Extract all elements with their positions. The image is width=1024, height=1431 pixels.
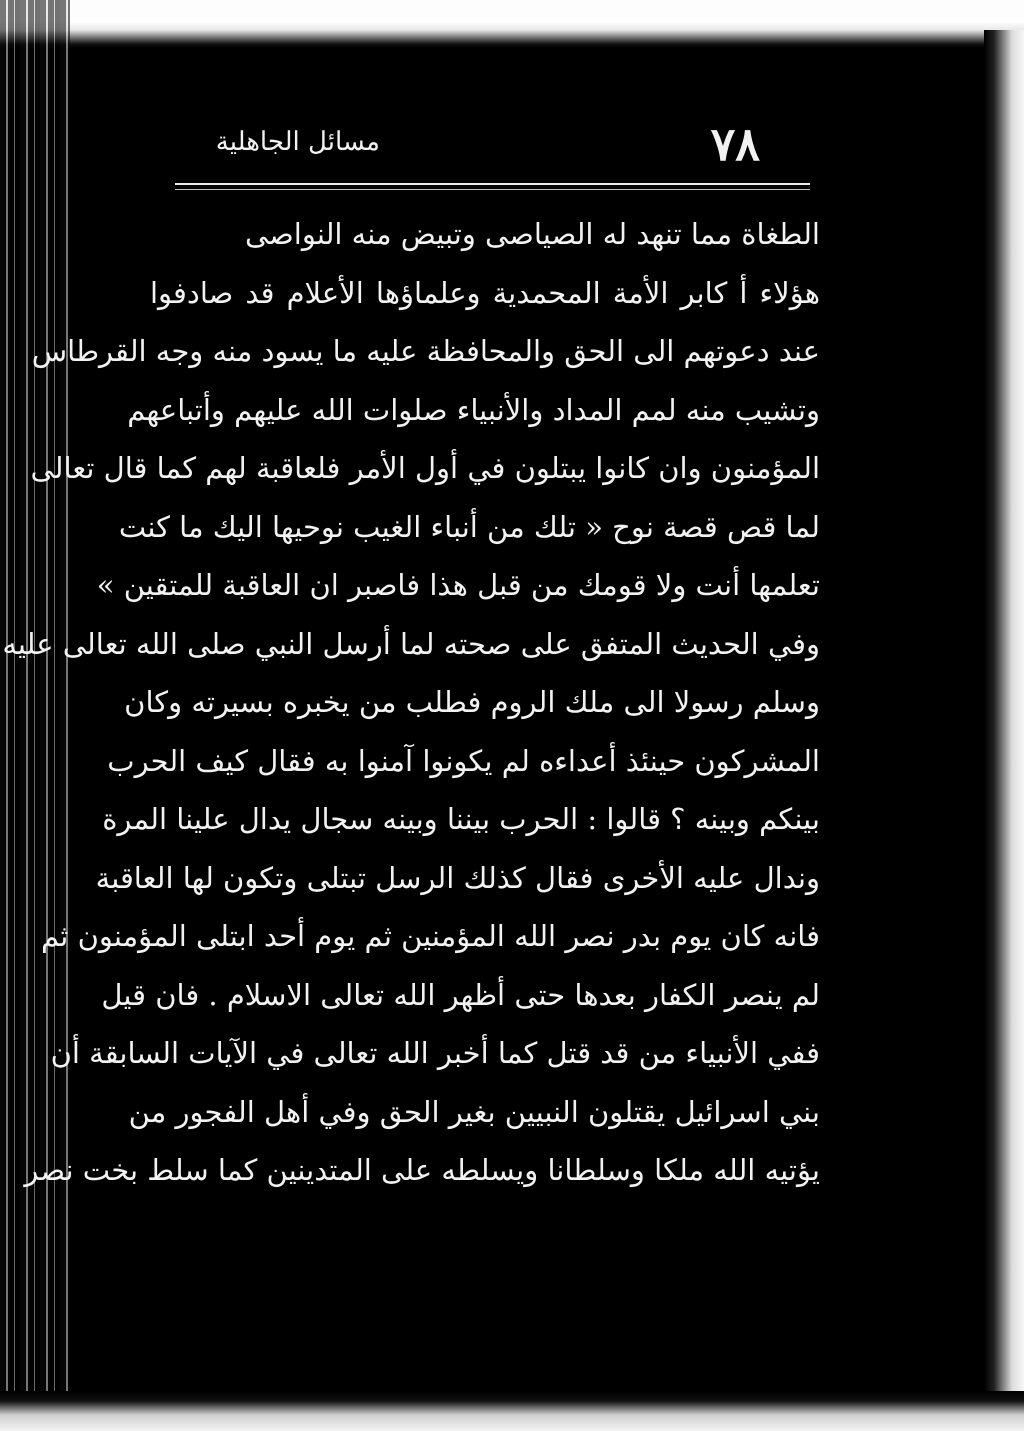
text-line: وفي الحديث المتفق على صحته لما أرسل النبي صلى الله تعالى عليه: [2, 626, 820, 661]
text-line: هؤلاء أ كابر الأمة المحمدية وعلماؤها الأعلام قد صادفوا: [150, 275, 820, 310]
scan-top-border: [0, 0, 1024, 48]
text-line: المشركون حينئذ أعداءه لم يكونوا آمنوا به فقال كيف الحرب: [107, 743, 820, 778]
text-line: يؤتيه الله ملكا وسلطانا ويسلطه على المتدينين كما سلط بخت نصر: [24, 1153, 820, 1187]
body-text: [2, 205, 820, 1200]
scan-right-border: [984, 30, 1024, 1400]
text-line: وسلم رسولا الى ملك الروم فطلب من يخبره بسيرته وكان: [124, 685, 820, 719]
running-title: مسائل الجاهلية: [215, 127, 380, 157]
page-header: [150, 105, 820, 175]
book-page: [2, 105, 820, 1187]
header-rule-thin: [175, 189, 810, 190]
text-line: تعلمها أنت ولا قومك من قبل هذا فاصبر ان العاقبة للمتقين »: [96, 568, 820, 602]
text-line: ففي الأنبياء من قد قتل كما أخبر الله تعالى في الآيات السابقة أن: [50, 1036, 820, 1070]
text-line: لم ينصر الكفار بعدها حتى أظهر الله تعالى الاسلام . فان قيل: [101, 977, 820, 1012]
text-line: عند دعوتهم الى الحق والمحافظة عليه ما يسود منه وجه القرطاس: [31, 334, 820, 368]
text-line: وندال عليه الأخرى فقال كذلك الرسل تبتلى وتكون لها العاقبة: [95, 860, 820, 895]
text-line: بينكم وبينه ؟ قالوا : الحرب بيننا وبينه سجال يدال علينا المرة: [102, 802, 820, 836]
text-line: الطغاة مما تنهد له الصياصى وتبيض منه النواصى: [244, 217, 820, 251]
text-line: بني اسرائيل يقتلون النبيين بغير الحق وفي أهل الفجور من: [128, 1094, 820, 1129]
scan-bottom-border: [0, 1391, 1024, 1431]
header-rule: [175, 183, 810, 185]
scan-left-border: [0, 0, 70, 1431]
text-line: المؤمنون وان كانوا يبتلون في أول الأمر فلعاقبة لهم كما قال تعالى: [30, 451, 820, 485]
text-line: لما قص قصة نوح « تلك من أنباء الغيب نوحيها اليك ما كنت: [118, 509, 820, 544]
page-number: ٧٨: [710, 117, 760, 171]
text-line: فانه كان يوم بدر نصر الله المؤمنين ثم يوم أحد ابتلى المؤمنون ثم: [40, 919, 820, 953]
text-line: وتشيب منه لمم المداد والأنبياء صلوات الله عليهم وأتباعهم: [127, 392, 820, 427]
